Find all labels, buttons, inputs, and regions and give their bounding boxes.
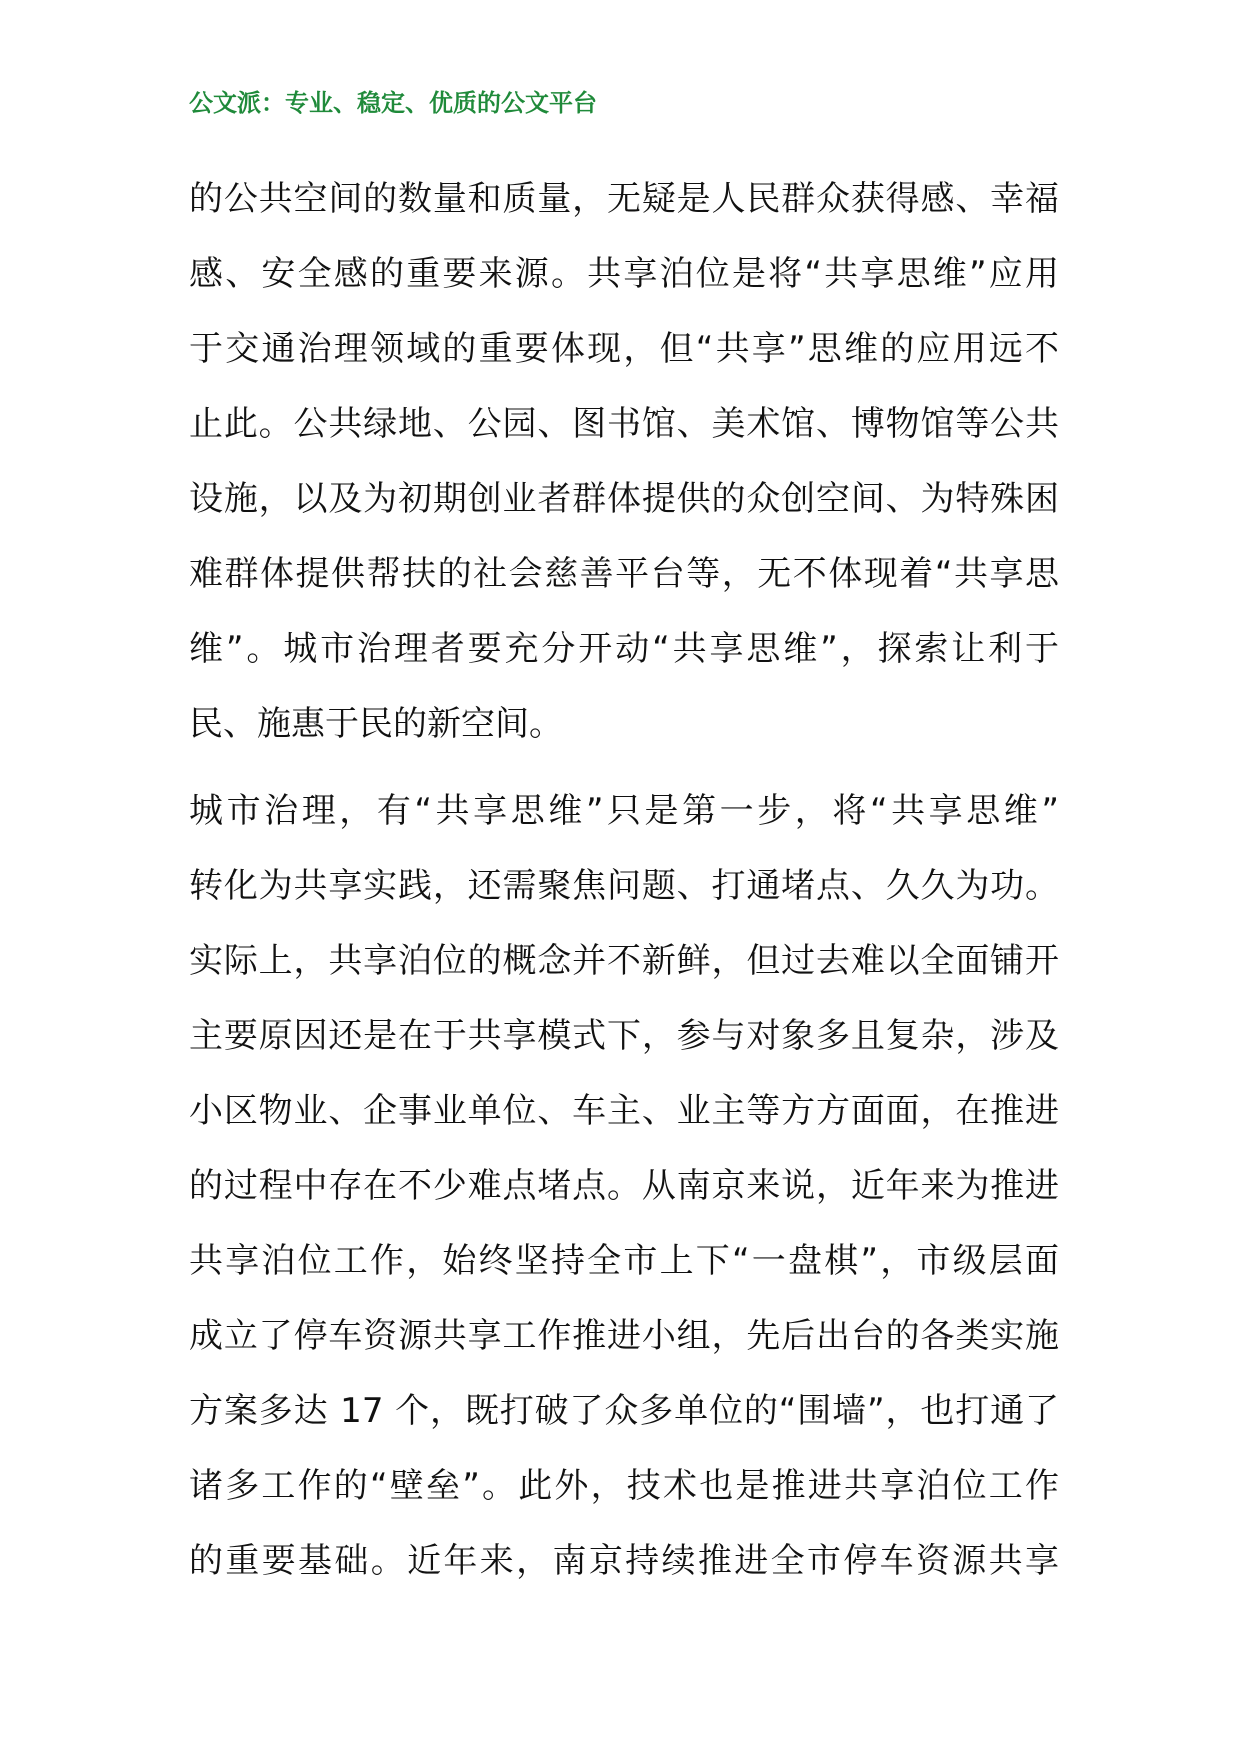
- text-line: 实际上，共享泊位的概念并不新鲜，但过去难以全面铺开: [189, 941, 1059, 981]
- text-line: 于交通治理领域的重要体现，但“共享”思维的应用远不: [189, 329, 1059, 369]
- text-line: 的过程中存在不少难点堵点。从南京来说，近年来为推进: [189, 1166, 1059, 1206]
- text-line: 的重要基础。近年来，南京持续推进全市停车资源共享: [189, 1541, 1059, 1581]
- text-line: 共享泊位工作，始终坚持全市上下“一盘棋”，市级层面: [189, 1241, 1059, 1281]
- text-line: 感、安全感的重要来源。共享泊位是将“共享思维”应用: [189, 254, 1059, 294]
- text-line: 城市治理，有“共享思维”只是第一步，将“共享思维”: [189, 791, 1059, 831]
- header-title: 公文派：专业、稳定、优质的公文平台: [189, 89, 597, 117]
- body-text: [189, 162, 1059, 1599]
- paragraph-1: [189, 162, 1059, 762]
- text-line: 难群体提供帮扶的社会慈善平台等，无不体现着“共享思: [189, 554, 1059, 594]
- text-line: 设施，以及为初期创业者群体提供的众创空间、为特殊困: [189, 479, 1059, 519]
- text-line: 转化为共享实践，还需聚焦问题、打通堵点、久久为功。: [189, 866, 1059, 906]
- text-line: 维”。城市治理者要充分开动“共享思维”，探索让利于: [189, 629, 1059, 669]
- text-line: 诸多工作的“壁垒”。此外，技术也是推进共享泊位工作: [189, 1466, 1059, 1506]
- text-line: 小区物业、企事业单位、车主、业主等方方面面，在推进: [189, 1091, 1059, 1131]
- text-line: 主要原因还是在于共享模式下，参与对象多且复杂，涉及: [189, 1016, 1059, 1056]
- paragraph-2: [189, 774, 1059, 1599]
- text-line: 民、施惠于民的新空间。: [189, 704, 563, 744]
- text-line: 的公共空间的数量和质量，无疑是人民群众获得感、幸福: [189, 179, 1059, 219]
- text-line: 止此。公共绿地、公园、图书馆、美术馆、博物馆等公共: [189, 404, 1059, 444]
- text-line: 成立了停车资源共享工作推进小组，先后出台的各类实施: [189, 1316, 1059, 1356]
- text-line: 方案多达 17 个，既打破了众多单位的“围墙”，也打通了: [189, 1391, 1059, 1431]
